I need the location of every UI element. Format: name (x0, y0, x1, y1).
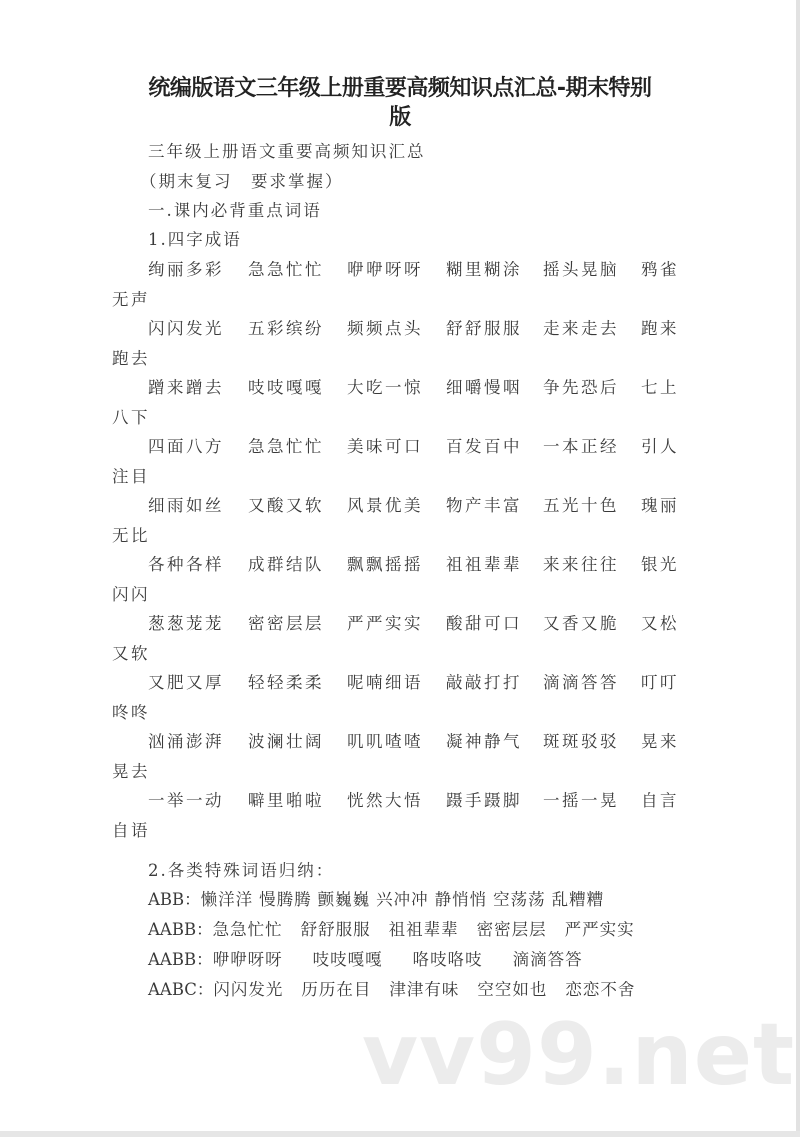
category-word: 咿咿呀呀 (212, 950, 283, 969)
idiom: 摇头晃脑 (543, 260, 619, 279)
category-word: 乱糟糟 (551, 890, 605, 909)
idiom: 闪闪发光 (148, 319, 224, 338)
idiom: 五光十色 (543, 496, 619, 515)
idiom: 成群结队 (248, 555, 324, 574)
idiom: 吱吱嘎嘎 (248, 378, 324, 397)
idiom: 绚丽多彩 (148, 260, 224, 279)
idiom: 蹭来蹭去 (148, 378, 224, 397)
category-word: 祖祖辈辈 (388, 920, 459, 939)
idiom: 各种各样 (148, 555, 224, 574)
idiom-wrapped-head: 自言 (641, 791, 679, 810)
idiom: 一举一动 (148, 791, 224, 810)
watermark: vv99.net (362, 1005, 796, 1105)
category-label: ABB： (148, 890, 201, 909)
idiom: 糊里糊涂 (446, 260, 522, 279)
idiom: 五彩缤纷 (248, 319, 324, 338)
idiom-wrapped-head: 银光 (641, 555, 679, 574)
idiom: 酸甜可口 (446, 614, 522, 633)
category-word: 懒洋洋 (200, 890, 254, 909)
idiom: 汹涌澎湃 (148, 732, 224, 751)
idiom: 百发百中 (446, 437, 522, 456)
idiom: 走来走去 (543, 319, 619, 338)
word-category-row (148, 920, 653, 940)
idiom: 严严实实 (347, 614, 423, 633)
idiom: 祖祖辈辈 (446, 555, 522, 574)
idiom-wrapped-head: 跑来 (641, 319, 679, 338)
category-label: AABB： (148, 920, 213, 939)
page-edge (796, 0, 800, 1137)
idiom: 物产丰富 (446, 496, 522, 515)
idiom-wrapped-tail: 无声 (112, 290, 150, 309)
section-heading-1: 一.课内必背重点词语 (148, 201, 322, 220)
idiom: 大吃一惊 (347, 378, 423, 397)
idiom: 一本正经 (543, 437, 619, 456)
idiom-wrapped-head: 鸦雀 (641, 260, 679, 279)
idiom: 飘飘摇摇 (347, 555, 423, 574)
word-category-row (148, 950, 613, 970)
idiom: 舒舒服服 (446, 319, 522, 338)
idiom: 细雨如丝 (148, 496, 224, 515)
word-category-row (148, 890, 610, 910)
category-word: 严严实实 (564, 920, 635, 939)
idiom-wrapped-tail: 闪闪 (112, 585, 150, 604)
idiom: 急急忙忙 (248, 437, 324, 456)
idiom: 美味可口 (347, 437, 423, 456)
idiom: 来来往往 (543, 555, 619, 574)
idiom-wrapped-tail: 跑去 (112, 349, 150, 368)
idiom-wrapped-tail: 晃去 (112, 762, 150, 781)
category-word: 空荡荡 (493, 890, 546, 909)
idiom: 斑斑驳驳 (543, 732, 619, 751)
idiom: 风景优美 (347, 496, 423, 515)
idiom-wrapped-head: 七上 (641, 378, 679, 397)
idiom: 凝神静气 (446, 732, 522, 751)
idiom-wrapped-tail: 咚咚 (112, 703, 150, 722)
category-word: 滴滴答答 (512, 950, 583, 969)
idiom: 呢喃细语 (347, 673, 423, 692)
idiom: 又香又脆 (543, 614, 619, 633)
idiom: 又肥又厚 (148, 673, 224, 692)
category-word: 密密层层 (476, 920, 547, 939)
review-note: （期末复习 要求掌握） (140, 172, 344, 191)
category-word: 咯吱咯吱 (412, 950, 483, 969)
document-title-line1: 统编版语文三年级上册重要高频知识点汇总-期末特别 (148, 76, 652, 101)
category-word: 空空如也 (477, 980, 548, 999)
idiom-wrapped-head: 晃来 (641, 732, 679, 751)
subtitle: 三年级上册语文重要高频知识汇总 (148, 142, 426, 161)
idiom: 敲敲打打 (446, 673, 522, 692)
idiom: 叽叽喳喳 (347, 732, 423, 751)
category-word: 颤巍巍 (317, 890, 371, 909)
idiom: 恍然大悟 (347, 791, 423, 810)
idiom: 又酸又软 (248, 496, 324, 515)
idiom-wrapped-head: 引人 (641, 437, 679, 456)
idiom: 细嚼慢咽 (446, 378, 522, 397)
idiom: 咿咿呀呀 (347, 260, 423, 279)
category-word: 闪闪发光 (213, 980, 284, 999)
category-word: 静悄悄 (434, 890, 488, 909)
category-word: 慢腾腾 (259, 890, 312, 909)
idiom-wrapped-tail: 八下 (112, 408, 150, 427)
idiom: 噼里啪啦 (248, 791, 324, 810)
idiom: 急急忙忙 (248, 260, 324, 279)
page-bottom-border (0, 1131, 800, 1137)
category-label: AABB： (148, 950, 213, 969)
idiom-wrapped-tail: 注目 (112, 467, 150, 486)
word-category-row (148, 980, 653, 1000)
idiom: 频频点头 (347, 319, 423, 338)
category-word: 吱吱嘎嘎 (312, 950, 383, 969)
idiom: 蹑手蹑脚 (446, 791, 522, 810)
idiom: 密密层层 (248, 614, 324, 633)
category-word: 舒舒服服 (300, 920, 371, 939)
idiom: 四面八方 (148, 437, 224, 456)
category-word: 恋恋不舍 (565, 980, 636, 999)
idiom-wrapped-head: 又松 (641, 614, 679, 633)
idiom-wrapped-tail: 自语 (112, 821, 150, 840)
idiom: 轻轻柔柔 (248, 673, 324, 692)
category-word: 津津有味 (389, 980, 460, 999)
idiom-wrapped-tail: 又软 (112, 644, 150, 663)
idiom-wrapped-head: 叮叮 (641, 673, 679, 692)
idiom: 葱葱茏茏 (148, 614, 224, 633)
subsection-heading-special-words: 2.各类特殊词语归纳： (148, 861, 335, 880)
idiom-wrapped-head: 瑰丽 (641, 496, 679, 515)
idiom: 滴滴答答 (543, 673, 619, 692)
category-label: AABC： (148, 980, 214, 999)
idiom: 波澜壮阔 (248, 732, 324, 751)
idiom: 一摇一晃 (543, 791, 619, 810)
document-title-line2: 版 (389, 105, 411, 130)
category-word: 兴冲冲 (376, 890, 429, 909)
subsection-heading-idioms: 1.四字成语 (148, 230, 242, 249)
idiom: 争先恐后 (543, 378, 619, 397)
category-word: 历历在目 (301, 980, 372, 999)
idiom-wrapped-tail: 无比 (112, 526, 150, 545)
category-word: 急急忙忙 (212, 920, 283, 939)
